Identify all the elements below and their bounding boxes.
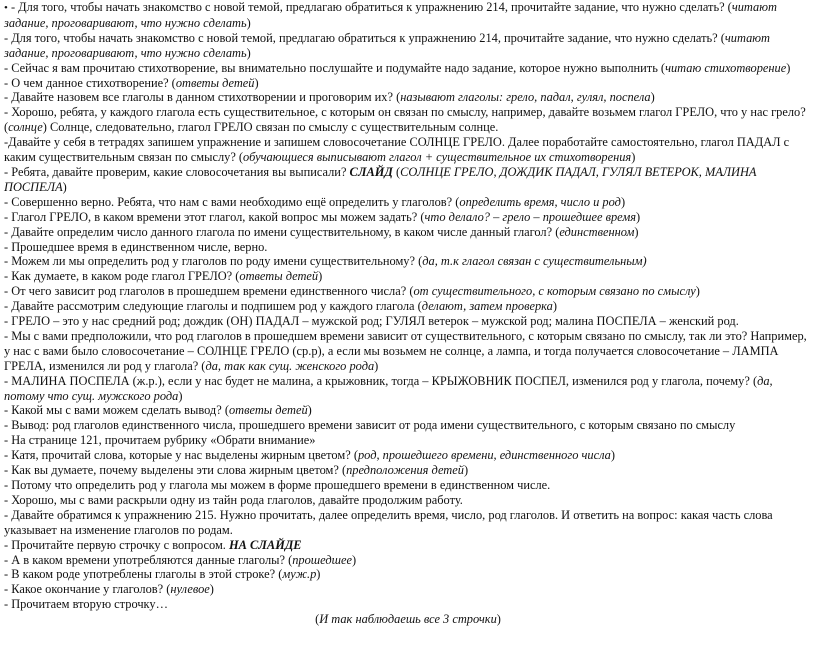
text-run: ) (786, 60, 791, 75)
text-run: да, так как сущ. женского рода (205, 358, 375, 373)
text-run: муж.р (282, 567, 317, 582)
text-run: - Какое окончание у глаголов? ( (4, 582, 171, 597)
text-run: определить время, число и род (459, 194, 621, 209)
text-run: прошедшее (292, 552, 352, 567)
text-run: ) (610, 448, 615, 463)
text-run: обучающиеся выписывают глагол + существительное их стихотворения (243, 150, 632, 165)
text-run: И так наблюдаешь все 3 строчки (319, 612, 497, 627)
paragraph (4, 299, 812, 314)
paragraph (4, 329, 812, 374)
text-run: читают задание, проговаривают, что нужно сделать (4, 30, 770, 60)
text-run: - Катя, прочитай слова, которые у нас выделены жирным цветом? ( (4, 448, 358, 463)
text-run: - Мы с вами предположили, что род глаголов в прошедшем времени зависит от существительного, с которым связано по смыслу, так ли это? Например, у нас с вами было словосочетание – СОЛНЦЕ ГРЕЛО (ср.р), а если мы возьмем не солнце, а лампа, и тогда получается словосочетание – ЛАМПА ГРЕЛА, изменился ли род у глагола? ( (4, 328, 807, 373)
text-run: НА СЛАЙДЕ (229, 537, 302, 552)
text-run: - Для того, чтобы начать знакомство с новой темой, предлагаю обратиться к упражнению 214, прочитайте задание, что нужно сделать? ( (4, 30, 725, 45)
text-run: предположения детей (346, 463, 464, 478)
text-run: ) (351, 552, 357, 567)
paragraph (4, 105, 812, 135)
text-run: - ГРЕЛО – это у нас средний род; дождик (ОН) ПАДАЛ – мужской род; ГУЛЯЛ ветерок – мужской род; малина ПОСПЕЛА – женский род. (4, 314, 739, 329)
text-run: ) (496, 612, 501, 627)
text-run: ) Солнце, следовательно, глагол ГРЕЛО связан по смыслу с существительным солнце. (42, 120, 499, 135)
text-run: ) (316, 567, 321, 582)
text-run: ) (318, 269, 323, 284)
bullet-icon: • (4, 2, 8, 14)
paragraph (4, 493, 812, 508)
text-run: - Глагол ГРЕЛО, в каком времени этот глагол, какой вопрос мы можем задать? ( (4, 209, 425, 224)
paragraph (4, 538, 812, 553)
text-run: - Как вы думаете, почему выделены эти слова жирным цветом? ( (4, 463, 347, 478)
text-run: - Потому что определить род у глагола мы можем в форме прошедшего времени в единственном числе. (4, 478, 551, 492)
text-run: ) (254, 75, 259, 90)
text-run: - Хорошо, мы с вами раскрыли одну из тайн рода глаголов, давайте продолжим работу. (4, 492, 463, 507)
text-run: ) (246, 15, 251, 30)
text-run: - Совершенно верно. Ребята, что нам с вами необходимо ещё определить у глаголов? ( (4, 194, 460, 209)
text-run: ) (209, 582, 214, 597)
paragraph (4, 463, 812, 478)
text-run: от существительного, с которым связано по смыслу (413, 284, 696, 299)
text-run: - О чем данное стихотворение? ( (4, 75, 176, 90)
text-run: солнце (8, 120, 43, 135)
paragraph (4, 597, 812, 612)
text-run: нулевое (170, 582, 210, 597)
text-run: - Какой мы с вами можем сделать вывод? ( (4, 403, 229, 418)
text-run: - Можем ли мы определить род у глаголов по роду имени существительному? ( (4, 254, 423, 269)
paragraph (4, 567, 812, 582)
paragraph (4, 31, 812, 61)
paragraph (4, 553, 812, 568)
text-run: ответы детей (228, 403, 308, 418)
text-run: ) (178, 388, 183, 403)
text-run: - Вывод: род глаголов единственного числа, прошедшего времени зависит от рода имени существительного, с которым связано по смыслу (4, 418, 736, 433)
text-run: - Давайте определим число данного глагола по имени существительному, в каком числе данный глагол? ( (4, 224, 560, 239)
paragraph (4, 403, 812, 418)
text-run: - Сейчас я вам прочитаю стихотворение, вы внимательно послушайте и подумайте надо задание, которое нужно выполнить ( (4, 60, 666, 75)
paragraph (4, 254, 812, 269)
text-run: что делало? – грело – прошедшее время (424, 209, 637, 224)
paragraph (4, 0, 812, 31)
paragraph (4, 284, 812, 299)
text-run: ) (650, 90, 655, 105)
text-run: ) (634, 224, 639, 239)
text-run: СЛАЙД (349, 164, 393, 179)
text-run: да, т.к глагол связан с существительным) (422, 254, 647, 269)
paragraph (4, 90, 812, 105)
text-run: ) (636, 209, 641, 224)
text-run: читаю стихотворение (665, 60, 787, 75)
text-run: - Прочитаем вторую строчку… (4, 597, 168, 612)
paragraph (4, 448, 812, 463)
text-run: ) (620, 194, 626, 209)
paragraph (4, 165, 812, 195)
text-run: да, потому что сущ. мужского рода (4, 373, 773, 403)
paragraph (4, 433, 812, 448)
text-run: ) (374, 358, 379, 373)
text-run: - Для того, чтобы начать знакомство с новой темой, предлагаю обратиться к упражнению 214, прочитайте задание, что нужно сделать? ( (7, 0, 732, 14)
paragraph (4, 314, 812, 329)
text-run: - В каком роде употреблены глаголы в этой строке? ( (4, 567, 283, 582)
text-run: - Хорошо, ребята, у каждого глагола есть существительное, с которым он связан по смыслу, например, давайте возьмем глагол ГРЕЛО, что у нас грело? ( (4, 105, 806, 135)
text-run: -Давайте у себя в тетрадях запишем упражнение и запишем словосочетание СОЛНЦЕ ГРЕЛО. Далее поработайте самостоятельно, глагол ПАДАЛ с каким существительным связан по смыслу? ( (4, 135, 790, 165)
text-run: называют глаголы: грело, падал, гулял, поспела (400, 90, 651, 105)
text-run: - Давайте назовем все глаголы в данном стихотворении и проговорим их? ( (4, 90, 401, 105)
text-run: ответы детей (239, 269, 319, 284)
text-run: делают, затем проверка (421, 299, 553, 314)
text-run: - Давайте рассмотрим следующие глаголы и подпишем род у каждого глагола ( (4, 299, 422, 314)
paragraph (4, 195, 812, 210)
text-run: - Прошедшее время в единственном числе, верно. (4, 239, 268, 254)
paragraph (4, 508, 812, 538)
paragraph (4, 61, 812, 76)
text-run: род, прошедшего времени, единственного числа (357, 448, 611, 463)
paragraph (4, 269, 812, 284)
paragraph (4, 76, 812, 91)
text-run: ) (552, 299, 557, 314)
text-run: ( (392, 164, 401, 179)
paragraph (4, 582, 812, 597)
paragraph (4, 135, 812, 165)
text-run: ) (463, 463, 469, 478)
text-run: - Прочитайте первую строчку с вопросом. (4, 537, 230, 552)
text-run: ) (62, 179, 67, 194)
text-run: - Как думаете, в каком роде глагол ГРЕЛО? ( (4, 269, 240, 284)
paragraph (4, 240, 812, 255)
text-run: ( (315, 612, 320, 627)
paragraph (4, 612, 812, 627)
text-run: читают задание, проговаривают, что нужно сделать (4, 0, 777, 30)
text-run: ) (246, 45, 251, 60)
text-run: - От чего зависит род глаголов в прошедшем времени единственного числа? ( (4, 284, 414, 299)
text-run: - МАЛИНА ПОСПЕЛА (ж.р.), если у нас будет не малина, а крыжовник, тогда – КРЫЖОВНИК ПОСПЕЛ, изменился род у глагола, почему? ( (4, 373, 758, 388)
text-run: ) (631, 150, 636, 165)
text-run: - Ребята, давайте проверим, какие словосочетания вы выписали? (4, 164, 350, 179)
paragraph (4, 210, 812, 225)
paragraph (4, 418, 812, 433)
text-run: СОЛНЦЕ ГРЕЛО, ДОЖДИК ПАДАЛ, ГУЛЯЛ ВЕТЕРОК, МАЛИНА ПОСПЕЛА (4, 164, 757, 194)
text-run: ответы детей (175, 75, 255, 90)
text-run: - А в каком времени употребляются данные глаголы? ( (4, 552, 293, 567)
paragraph (4, 374, 812, 404)
text-run: ) (307, 403, 312, 418)
text-run: ) (695, 284, 700, 299)
text-run: - На странице 121, прочитаем рубрику «Обрати внимание» (4, 433, 316, 448)
text-run: единственном (559, 224, 635, 239)
text-run: - Давайте обратимся к упражнению 215. Нужно прочитать, далее определить время, число, род глаголов. И ответить на вопрос: какая часть слова указывает на изменение глаголов по родам. (4, 507, 773, 537)
paragraph (4, 225, 812, 240)
paragraph (4, 478, 812, 493)
